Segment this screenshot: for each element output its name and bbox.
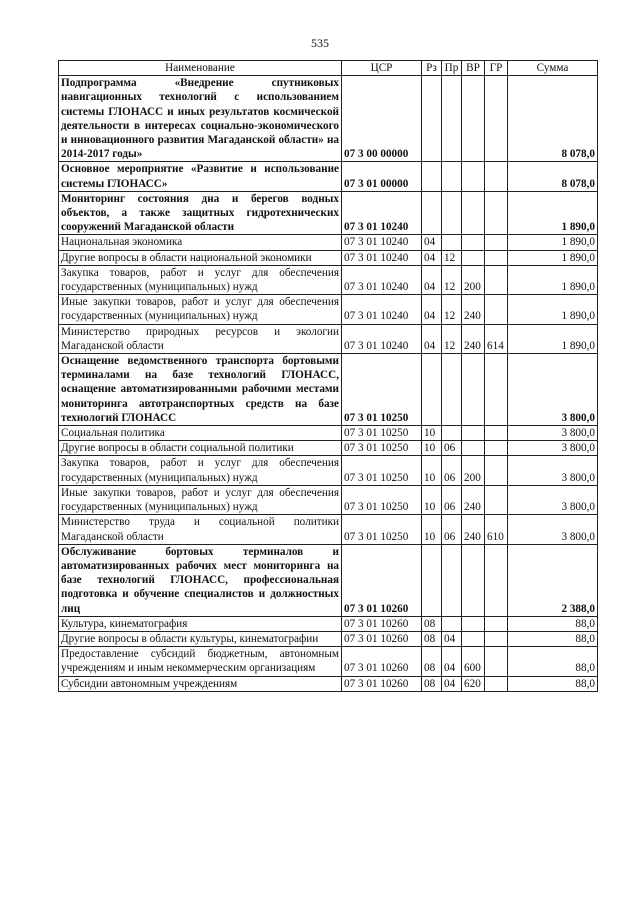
cell-sum: 88,0 xyxy=(508,631,598,646)
cell-name: Культура, кинематография xyxy=(59,616,342,631)
cell-sum: 1 890,0 xyxy=(508,235,598,250)
cell-sum: 1 890,0 xyxy=(508,191,598,235)
table-row xyxy=(59,191,598,235)
cell-sum: 8 078,0 xyxy=(508,76,598,162)
cell-vr xyxy=(462,426,485,441)
table-row xyxy=(59,456,598,485)
cell-vr: 240 xyxy=(462,324,485,353)
cell-vr xyxy=(462,76,485,162)
cell-rz: 04 xyxy=(422,235,442,250)
cell-gr xyxy=(485,647,508,676)
cell-sum: 1 890,0 xyxy=(508,295,598,324)
header-gr: ГР xyxy=(485,61,508,76)
cell-sum: 1 890,0 xyxy=(508,265,598,294)
table-row xyxy=(59,647,598,676)
cell-gr xyxy=(485,354,508,426)
cell-name: Национальная экономика xyxy=(59,235,342,250)
table-row xyxy=(59,485,598,514)
cell-csr: 07 3 01 10240 xyxy=(342,250,422,265)
cell-name: Основное мероприятие «Развитие и использование системы ГЛОНАСС» xyxy=(59,162,342,191)
table-row xyxy=(59,441,598,456)
table-row xyxy=(59,235,598,250)
cell-csr: 07 3 00 00000 xyxy=(342,76,422,162)
cell-rz: 08 xyxy=(422,631,442,646)
cell-csr: 07 3 01 10260 xyxy=(342,544,422,616)
cell-name: Подпрограмма «Внедрение спутниковых навигационных технологий с использованием системы ГЛОНАСС и иных результатов космической деятельности в интересах социально-экономического и инновационного развития Магаданской области» на 2014-2017 годы» xyxy=(59,76,342,162)
cell-name: Субсидии автономным учреждениям xyxy=(59,676,342,691)
cell-name: Социальная политика xyxy=(59,426,342,441)
cell-gr: 614 xyxy=(485,324,508,353)
cell-rz: 04 xyxy=(422,295,442,324)
table-header xyxy=(59,61,598,76)
cell-name: Мониторинг состояния дна и берегов водных объектов, а также защитных гидротехнических сооружений Магаданской области xyxy=(59,191,342,235)
table-row xyxy=(59,354,598,426)
cell-rz: 10 xyxy=(422,456,442,485)
cell-csr: 07 3 01 10240 xyxy=(342,265,422,294)
cell-pr xyxy=(442,76,462,162)
cell-sum: 88,0 xyxy=(508,647,598,676)
table-row xyxy=(59,631,598,646)
cell-csr: 07 3 01 10260 xyxy=(342,631,422,646)
cell-sum: 8 078,0 xyxy=(508,162,598,191)
cell-rz: 10 xyxy=(422,515,442,544)
cell-pr: 12 xyxy=(442,295,462,324)
cell-vr xyxy=(462,235,485,250)
cell-csr: 07 3 01 10260 xyxy=(342,616,422,631)
cell-vr: 240 xyxy=(462,295,485,324)
header-csr: ЦСР xyxy=(342,61,422,76)
cell-rz: 04 xyxy=(422,265,442,294)
cell-sum: 3 800,0 xyxy=(508,354,598,426)
cell-rz xyxy=(422,76,442,162)
table-row xyxy=(59,250,598,265)
cell-name: Закупка товаров, работ и услуг для обеспечения государственных (муниципальных) нужд xyxy=(59,265,342,294)
header-name: Наименование xyxy=(59,61,342,76)
cell-pr: 06 xyxy=(442,456,462,485)
cell-pr: 06 xyxy=(442,485,462,514)
cell-gr xyxy=(485,250,508,265)
cell-pr: 06 xyxy=(442,441,462,456)
table-row xyxy=(59,76,598,162)
header-vr: ВР xyxy=(462,61,485,76)
cell-name: Оснащение ведомственного транспорта бортовыми терминалами на базе технологий ГЛОНАСС, оснащение автоматизированными рабочими местами мониторинга автотранспортных средств на базе технологий ГЛОНАСС xyxy=(59,354,342,426)
cell-vr: 200 xyxy=(462,265,485,294)
cell-vr xyxy=(462,191,485,235)
cell-gr xyxy=(485,162,508,191)
cell-sum: 1 890,0 xyxy=(508,324,598,353)
table-row xyxy=(59,265,598,294)
cell-name: Иные закупки товаров, работ и услуг для обеспечения государственных (муниципальных) нужд xyxy=(59,485,342,514)
cell-pr xyxy=(442,544,462,616)
cell-rz: 04 xyxy=(422,324,442,353)
cell-csr: 07 3 01 10250 xyxy=(342,485,422,514)
cell-sum: 3 800,0 xyxy=(508,426,598,441)
cell-gr xyxy=(485,544,508,616)
cell-vr: 240 xyxy=(462,515,485,544)
cell-rz: 08 xyxy=(422,616,442,631)
cell-gr xyxy=(485,676,508,691)
page-number: 535 xyxy=(311,36,329,50)
cell-vr xyxy=(462,441,485,456)
cell-pr: 12 xyxy=(442,250,462,265)
cell-vr: 200 xyxy=(462,456,485,485)
cell-pr xyxy=(442,616,462,631)
cell-gr xyxy=(485,616,508,631)
cell-gr xyxy=(485,456,508,485)
cell-pr: 04 xyxy=(442,676,462,691)
cell-pr: 12 xyxy=(442,265,462,294)
cell-rz xyxy=(422,544,442,616)
cell-csr: 07 3 01 10260 xyxy=(342,676,422,691)
cell-name: Предоставление субсидий бюджетным, автономным учреждениям и иным некоммерческим организациям xyxy=(59,647,342,676)
cell-name: Другие вопросы в области национальной экономики xyxy=(59,250,342,265)
cell-vr: 240 xyxy=(462,485,485,514)
cell-vr xyxy=(462,162,485,191)
table-row xyxy=(59,324,598,353)
header-sum: Сумма xyxy=(508,61,598,76)
cell-csr: 07 3 01 10250 xyxy=(342,441,422,456)
table-row xyxy=(59,676,598,691)
table-row xyxy=(59,426,598,441)
cell-name: Министерство природных ресурсов и экологии Магаданской области xyxy=(59,324,342,353)
cell-rz xyxy=(422,191,442,235)
cell-gr xyxy=(485,295,508,324)
cell-sum: 3 800,0 xyxy=(508,515,598,544)
cell-name: Закупка товаров, работ и услуг для обеспечения государственных (муниципальных) нужд xyxy=(59,456,342,485)
cell-csr: 07 3 01 10240 xyxy=(342,191,422,235)
cell-sum: 3 800,0 xyxy=(508,485,598,514)
cell-csr: 07 3 01 00000 xyxy=(342,162,422,191)
cell-rz: 10 xyxy=(422,426,442,441)
cell-csr: 07 3 01 10250 xyxy=(342,426,422,441)
cell-vr xyxy=(462,616,485,631)
cell-name: Обслуживание бортовых терминалов и автоматизированных рабочих мест мониторинга на базе технологий ГЛОНАСС, профессиональная подготовка и обучение специалистов и должностных лиц xyxy=(59,544,342,616)
cell-vr xyxy=(462,631,485,646)
cell-csr: 07 3 01 10240 xyxy=(342,324,422,353)
cell-pr: 04 xyxy=(442,631,462,646)
cell-pr xyxy=(442,191,462,235)
cell-gr xyxy=(485,76,508,162)
header-rz: Рз xyxy=(422,61,442,76)
cell-pr xyxy=(442,235,462,250)
cell-vr: 600 xyxy=(462,647,485,676)
header-pr: Пр xyxy=(442,61,462,76)
table-row xyxy=(59,162,598,191)
cell-vr: 620 xyxy=(462,676,485,691)
cell-gr xyxy=(485,191,508,235)
cell-vr xyxy=(462,544,485,616)
budget-table xyxy=(58,60,598,692)
header-row xyxy=(59,61,598,76)
cell-gr xyxy=(485,265,508,294)
table-row xyxy=(59,616,598,631)
cell-gr xyxy=(485,485,508,514)
cell-pr xyxy=(442,426,462,441)
cell-vr xyxy=(462,250,485,265)
cell-sum: 2 388,0 xyxy=(508,544,598,616)
cell-gr xyxy=(485,441,508,456)
cell-name: Другие вопросы в области социальной политики xyxy=(59,441,342,456)
cell-sum: 88,0 xyxy=(508,616,598,631)
cell-rz: 04 xyxy=(422,250,442,265)
cell-rz: 08 xyxy=(422,647,442,676)
cell-gr xyxy=(485,426,508,441)
cell-name: Министерство труда и социальной политики Магаданской области xyxy=(59,515,342,544)
cell-sum: 3 800,0 xyxy=(508,441,598,456)
table-row xyxy=(59,515,598,544)
cell-vr xyxy=(462,354,485,426)
cell-rz: 10 xyxy=(422,441,442,456)
cell-pr xyxy=(442,354,462,426)
cell-pr: 06 xyxy=(442,515,462,544)
cell-sum: 88,0 xyxy=(508,676,598,691)
cell-csr: 07 3 01 10250 xyxy=(342,515,422,544)
table-row xyxy=(59,295,598,324)
cell-gr xyxy=(485,235,508,250)
cell-sum: 3 800,0 xyxy=(508,456,598,485)
cell-csr: 07 3 01 10260 xyxy=(342,647,422,676)
cell-pr xyxy=(442,162,462,191)
cell-sum: 1 890,0 xyxy=(508,250,598,265)
cell-name: Другие вопросы в области культуры, кинематографии xyxy=(59,631,342,646)
cell-pr: 12 xyxy=(442,324,462,353)
cell-rz: 08 xyxy=(422,676,442,691)
cell-name: Иные закупки товаров, работ и услуг для обеспечения государственных (муниципальных) нужд xyxy=(59,295,342,324)
cell-pr: 04 xyxy=(442,647,462,676)
cell-gr: 610 xyxy=(485,515,508,544)
table-body xyxy=(59,76,598,692)
cell-rz: 10 xyxy=(422,485,442,514)
cell-rz xyxy=(422,354,442,426)
cell-gr xyxy=(485,631,508,646)
cell-csr: 07 3 01 10250 xyxy=(342,456,422,485)
cell-csr: 07 3 01 10240 xyxy=(342,235,422,250)
table-row xyxy=(59,544,598,616)
cell-rz xyxy=(422,162,442,191)
cell-csr: 07 3 01 10250 xyxy=(342,354,422,426)
cell-csr: 07 3 01 10240 xyxy=(342,295,422,324)
